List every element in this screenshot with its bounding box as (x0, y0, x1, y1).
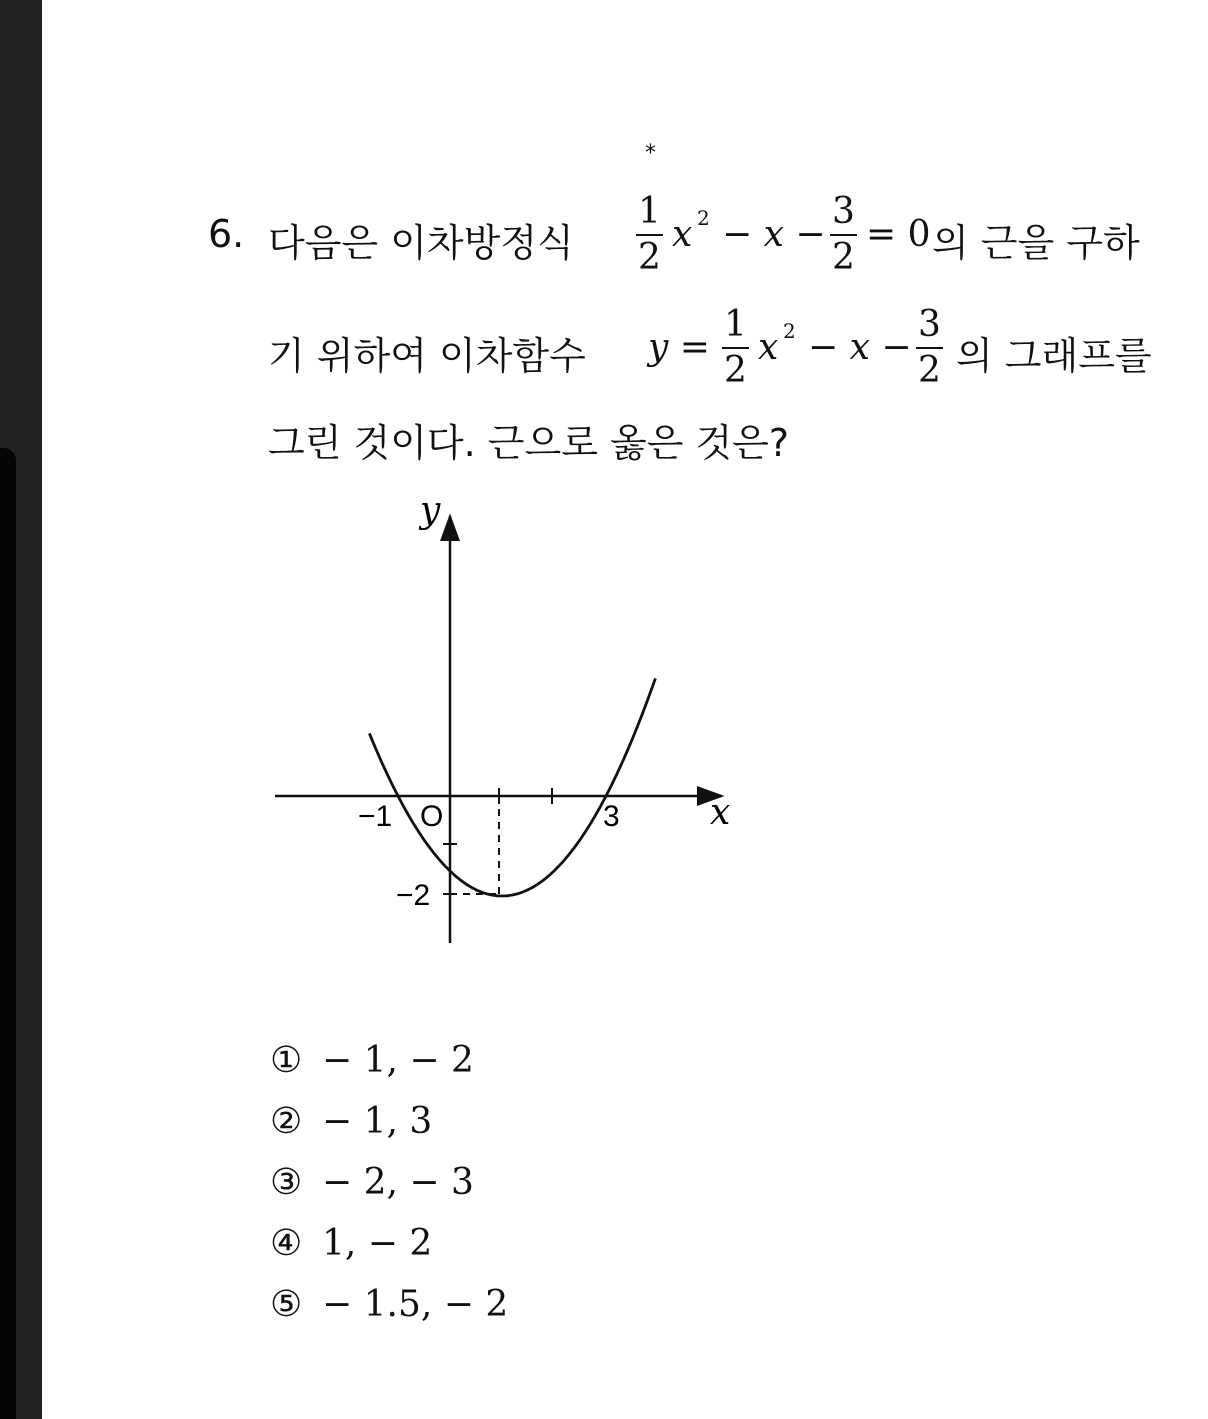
sup-2-2: 2 (783, 319, 796, 343)
y-axis-label: y (420, 490, 441, 531)
line2-text-b: 의 그래프를 (956, 334, 1152, 378)
choice-5[interactable]: ⑤ − 1.5, − 2 (270, 1284, 509, 1325)
x-squared-var-1: x (672, 214, 693, 255)
label-minus1: −1 (358, 800, 393, 833)
y-equals: y = (648, 327, 710, 368)
minus-x-minus-2: − x − (808, 327, 912, 368)
question-number: 6. (208, 212, 245, 256)
label-minus2: −2 (396, 879, 431, 912)
x-squared-var-2: x (758, 327, 779, 368)
x-axis-label: x (710, 792, 731, 833)
equals-zero: = 0 (866, 214, 931, 255)
sup-2-1: 2 (697, 206, 710, 230)
line1-text-b: 의 근을 구하 (932, 221, 1140, 265)
left-sidebar (0, 0, 42, 1419)
emphasis-star: * (645, 141, 656, 166)
fraction-one-half-2: 1 2 (724, 304, 747, 391)
line2-text-a: 기 위하여 이차함수 (268, 334, 586, 378)
fraction-three-half-1: 3 2 (832, 191, 855, 278)
label-origin: O (420, 800, 444, 833)
line3-text: 그린 것이다. 근으로 옳은 것은? (268, 421, 790, 465)
fraction-three-half-2: 3 2 (918, 304, 941, 391)
choice-2[interactable]: ② − 1, 3 (270, 1101, 433, 1142)
choice-1[interactable]: ① − 1, − 2 (270, 1040, 474, 1081)
minus-x-minus-1: − x − (722, 214, 826, 255)
parabola-graph (260, 480, 760, 960)
scroll-handle[interactable] (0, 448, 16, 1419)
choice-3[interactable]: ③ − 2, − 3 (270, 1162, 474, 1203)
label-3: 3 (603, 800, 620, 833)
choice-4[interactable]: ④ 1, − 2 (270, 1223, 433, 1264)
fraction-one-half-1: 1 2 (638, 191, 661, 278)
parabola-curve (369, 678, 655, 896)
line1-text-a: 다음은 이차방정식 (268, 221, 574, 265)
